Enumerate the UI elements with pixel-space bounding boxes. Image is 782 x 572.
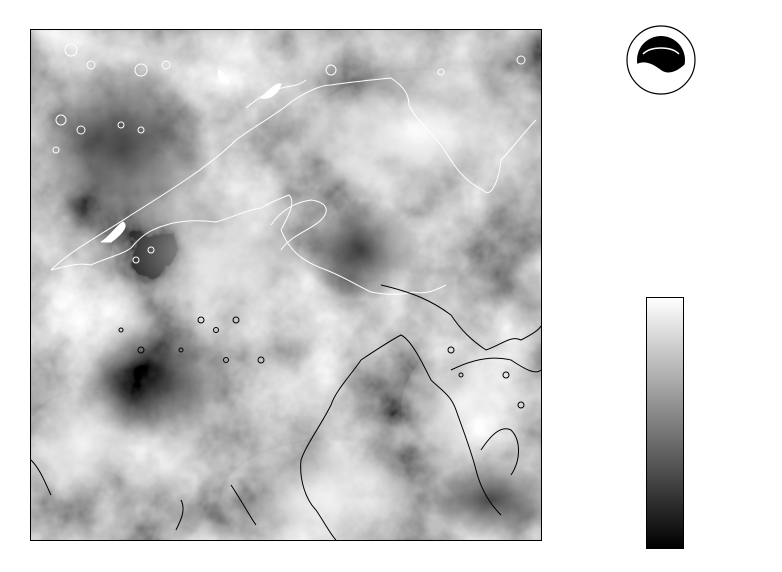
colorbar [646, 297, 684, 549]
map-image [31, 30, 541, 540]
satellite-map [30, 29, 542, 541]
noaa-logo [623, 22, 699, 108]
